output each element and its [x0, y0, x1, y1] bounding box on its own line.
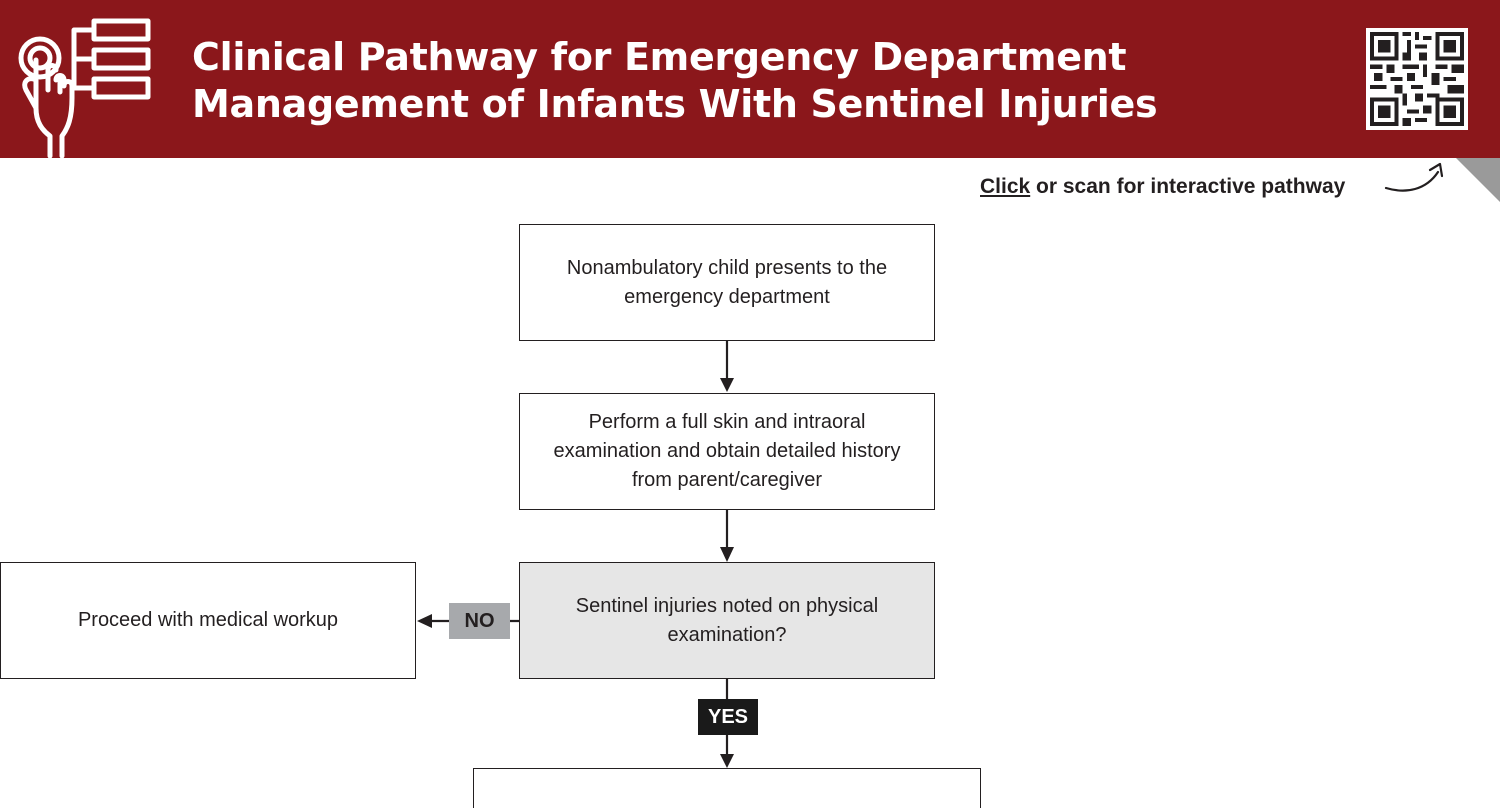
- arrowhead-decision: [720, 547, 734, 562]
- title-line-2: Management of Infants With Sentinel Injuries: [192, 82, 1158, 126]
- step-examination-text: Perform a full skin and intraoral examination and obtain detailed history from parent/caregiver: [553, 411, 901, 491]
- arrowhead-no-outcome: [417, 614, 432, 628]
- step-examination: [519, 393, 935, 510]
- step-present-ed: [519, 224, 935, 341]
- scan-note-text: or scan for interactive pathway: [1030, 175, 1346, 198]
- title-line-1: Clinical Pathway for Emergency Department: [192, 35, 1127, 79]
- no-label: NO: [449, 603, 510, 639]
- arrowhead-step2: [720, 378, 734, 392]
- decision-sentinel-injuries: [519, 562, 935, 679]
- step-present-ed-text: Nonambulatory child presents to the emergency department: [566, 256, 888, 308]
- next-step-box-partial: [473, 768, 981, 808]
- outcome-medical-workup: [0, 562, 416, 679]
- interactive-pathway-link[interactable]: Click: [980, 175, 1031, 198]
- yes-label: YES: [698, 699, 758, 735]
- decision-sentinel-injuries-text: Sentinel injuries noted on physical examination?: [575, 594, 879, 646]
- arrowhead-yes-outcome: [720, 754, 734, 768]
- outcome-medical-workup-text: Proceed with medical workup: [77, 609, 339, 631]
